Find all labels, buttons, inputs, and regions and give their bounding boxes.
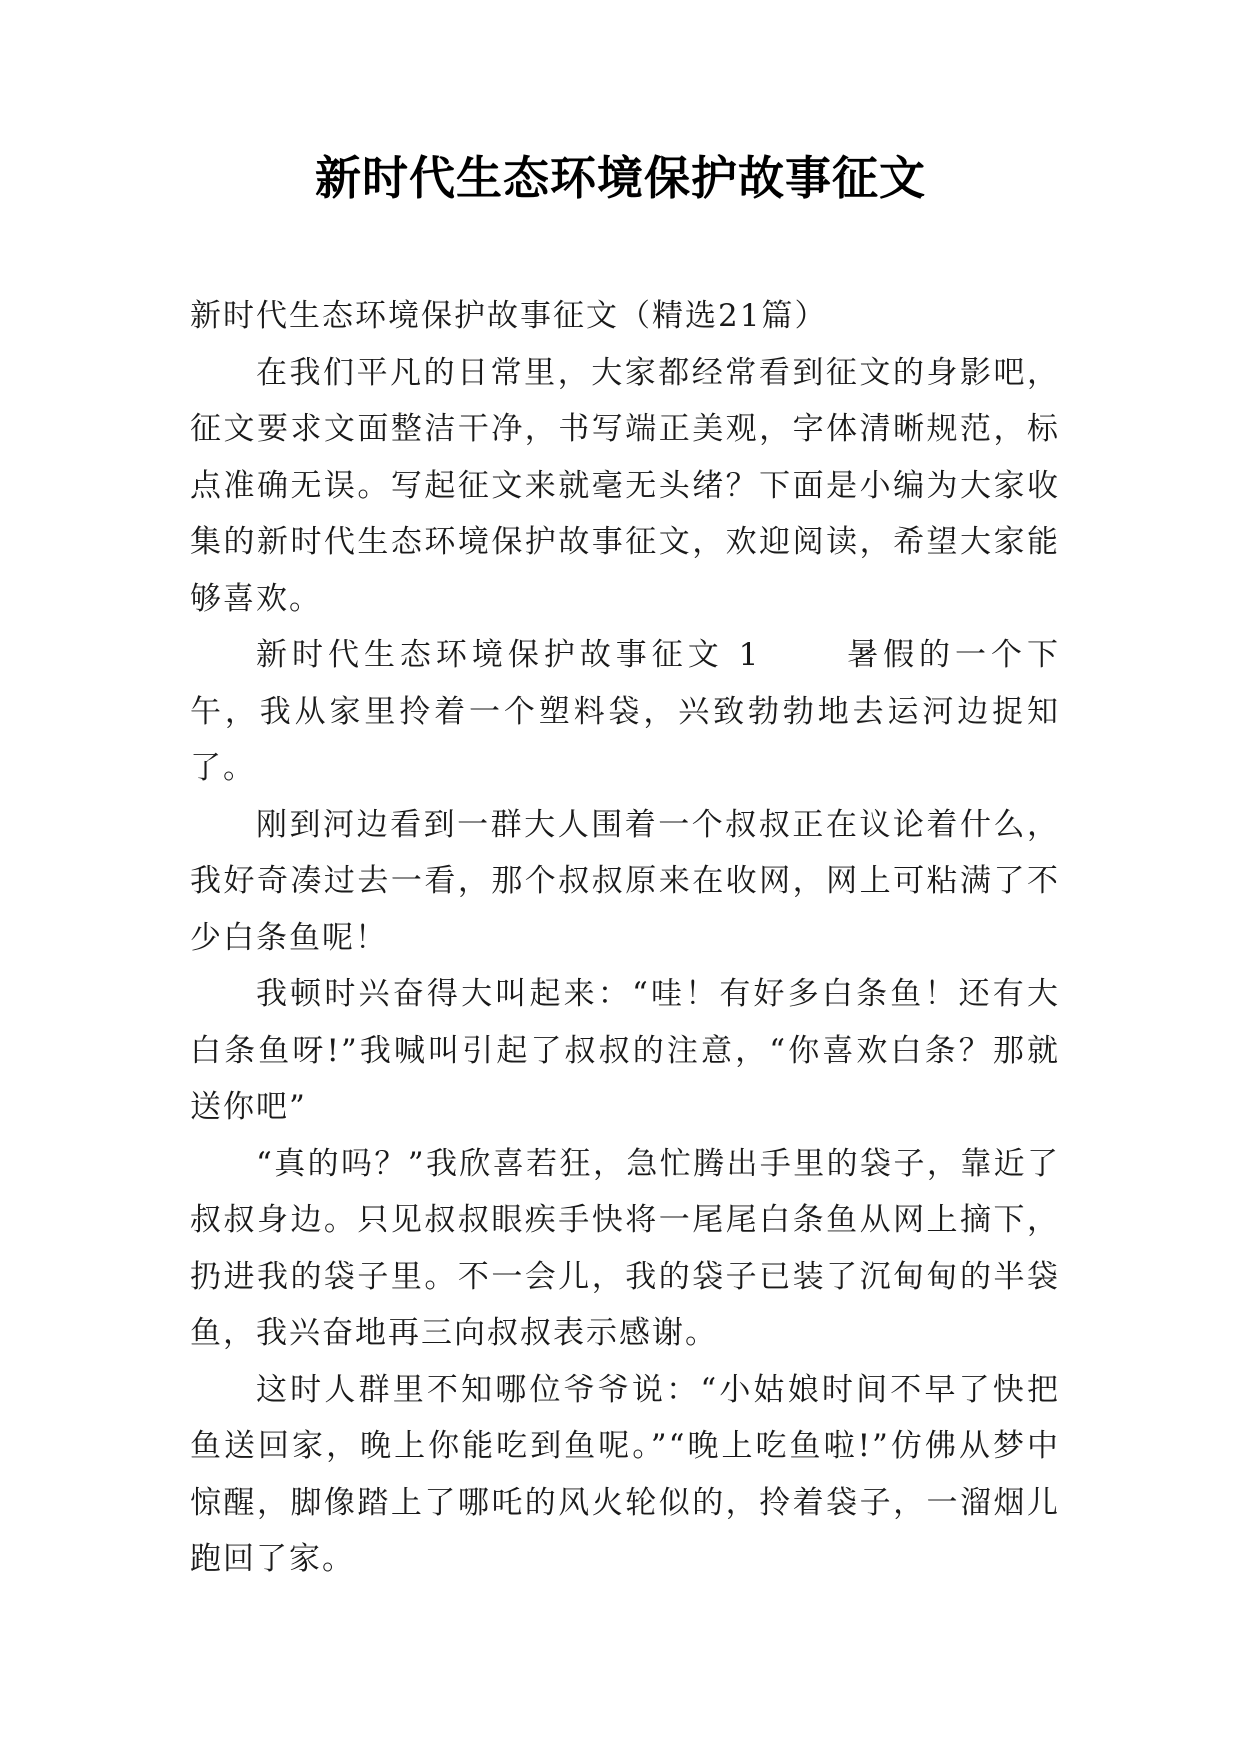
- document-body: [190, 288, 1060, 1588]
- document-title: 新时代生态环境保护故事征文: [315, 151, 926, 205]
- paragraph: 我顿时兴奋得大叫起来：“哇！有好多白条鱼！还有大白条鱼呀!”我喊叫引起了叔叔的注意，“你喜欢白条？那就送你吧”: [190, 976, 1060, 1125]
- paragraph: 这时人群里不知哪位爷爷说：“小姑娘时间不早了快把鱼送回家，晚上你能吃到鱼呢。”“晚上吃鱼啦!”仿佛从梦中惊醒，脚像踏上了哪吒的风火轮似的，拎着袋子，一溜烟儿跑回了家。: [190, 1371, 1060, 1577]
- paragraph-story-heading: 新时代生态环境保护故事征文 1 暑假的一个下午，我从家里拎着一个塑料袋，兴致勃勃地去运河边捉知了。: [190, 637, 1060, 786]
- paragraph: “真的吗？”我欣喜若狂，急忙腾出手里的袋子，靠近了叔叔身边。只见叔叔眼疾手快将一尾尾白条鱼从网上摘下，扔进我的袋子里。不一会儿，我的袋子已装了沉甸甸的半袋鱼，我兴奋地再三向叔叔表示感谢。: [190, 1145, 1060, 1351]
- paragraph: 刚到河边看到一群大人围着一个叔叔正在议论着什么，我好奇凑过去一看，那个叔叔原来在收网，网上可粘满了不少白条鱼呢！: [190, 806, 1060, 956]
- paragraph-intro: 在我们平凡的日常里，大家都经常看到征文的身影吧，征文要求文面整洁干净，书写端正美观，字体清晰规范，标点准确无误。写起征文来就毫无头绪？下面是小编为大家收集的新时代生态环境保护故事征文，欢迎阅读，希望大家能够喜欢。: [190, 354, 1060, 617]
- document-subtitle: 新时代生态环境保护故事征文（精选21篇）: [190, 298, 828, 334]
